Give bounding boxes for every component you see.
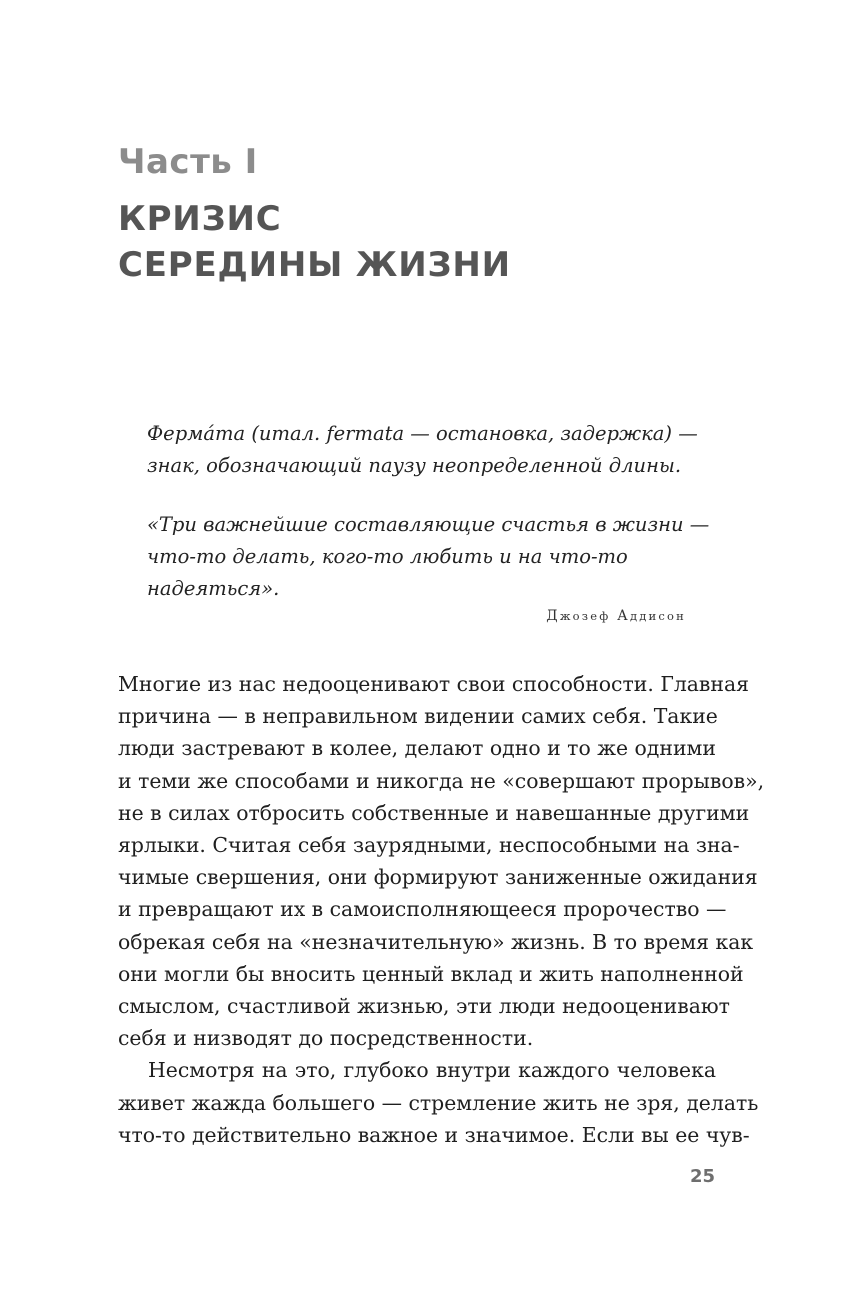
body-line: живет жажда большего — стремление жить не зря, делать — [118, 1090, 759, 1115]
attribution-smallcaps: ддисон — [629, 609, 686, 623]
body-line: обрекая себя на «незначительную» жизнь. В то время как — [118, 929, 754, 954]
chapter-part-label: Часть I — [118, 142, 258, 182]
body-text — [118, 668, 765, 1151]
body-line: что-то действительно важное и значимое. Если вы ее чув- — [118, 1122, 750, 1147]
epigraph-definition — [147, 418, 698, 482]
page-number: 25 — [689, 1166, 715, 1187]
body-line: смыслом, счастливой жизнью, эти люди недооценивают — [118, 994, 730, 1019]
body-line: чимые свершения, они формируют заниженные ожидания — [118, 865, 758, 890]
epigraph-line: знак, обозначающий паузу неопределенной длины. — [147, 454, 682, 477]
body-line: они могли бы вносить ценный вклад и жить наполненной — [118, 961, 744, 986]
body-line: люди застревают в колее, делают одно и то же одними — [118, 736, 716, 761]
epigraph-line: Ферма́та (итал. fermata — остановка, задержка) — — [147, 422, 698, 445]
body-line: не в силах отбросить собственные и навешанные другими — [118, 800, 750, 825]
body-line: Несмотря на это, глубоко внутри каждого человека — [148, 1058, 716, 1083]
attribution-initial: А — [617, 608, 630, 624]
epigraph-line: надеяться». — [147, 577, 280, 600]
chapter-title — [118, 196, 511, 288]
epigraph-line: что-то делать, кого-то любить и на что-то — [147, 545, 628, 568]
body-line: Многие из нас недооценивают свои способности. Главная — [118, 672, 750, 696]
chapter-title-line: КРИЗИС — [118, 199, 282, 239]
attribution-smallcaps: жозеф — [559, 609, 611, 623]
epigraph-line: «Три важнейшие составляющие счастья в жизни — — [147, 513, 710, 536]
body-line: ярлыки. Считая себя заурядными, неспособными на зна- — [118, 833, 740, 858]
attribution-initial: Д — [546, 608, 560, 624]
epigraph-quote — [147, 509, 710, 605]
epigraph-attribution — [546, 608, 686, 624]
body-line: и теми же способами и никогда не «совершают прорывов», — [118, 768, 765, 793]
body-line: и превращают их в самоисполняющееся пророчество — — [118, 897, 727, 922]
body-line: себя и низводят до посредственности. — [118, 1026, 534, 1051]
chapter-title-line: СЕРЕДИНЫ ЖИЗНИ — [118, 245, 511, 285]
body-line: причина — в неправильном видении самих себя. Такие — [118, 704, 718, 729]
